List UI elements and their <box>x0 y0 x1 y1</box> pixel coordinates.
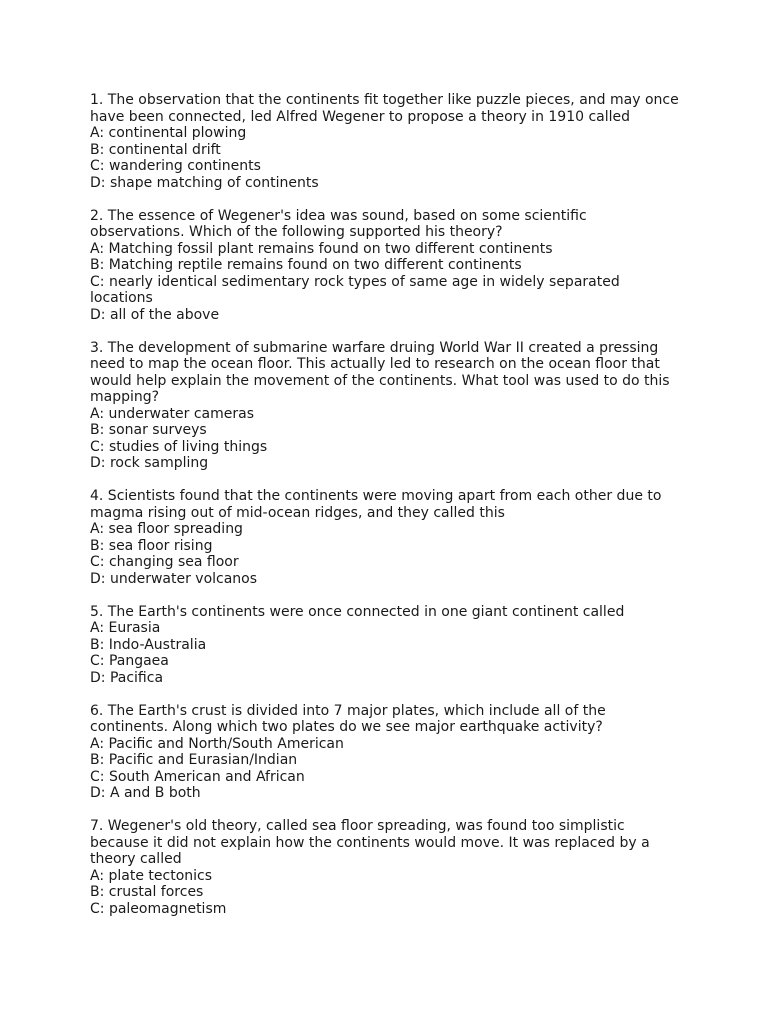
answer-option: C: studies of living things <box>90 438 268 455</box>
answer-option: D: Pacifica <box>90 669 164 686</box>
question-text-line: because it did not explain how the continents would move. It was replaced by a <box>90 834 650 851</box>
question-3 <box>90 340 690 472</box>
answer-option: B: sea floor rising <box>90 537 213 554</box>
question-text-line: 6. The Earth's crust is divided into 7 major plates, which include all of the <box>90 702 606 719</box>
question-text-line: would help explain the movement of the continents. What tool was used to do this <box>90 372 670 389</box>
answer-option: C: wandering continents <box>90 158 261 174</box>
question-text-line: 1. The observation that the continents fit together like puzzle pieces, and may once <box>90 92 679 108</box>
answer-option: A: sea floor spreading <box>90 521 243 537</box>
answer-option: D: shape matching of continents <box>90 174 319 191</box>
answer-option: A: continental plowing <box>90 125 247 141</box>
question-text-line: theory called <box>90 851 182 867</box>
question-text-line: 3. The development of submarine warfare druing World War II created a pressing <box>90 339 659 356</box>
answer-option: C: nearly identical sedimentary rock types of same age in widely separated <box>90 273 620 290</box>
question-text-line: 2. The essence of Wegener's idea was sound, based on some scientific <box>90 207 587 224</box>
question-text-line: 7. Wegener's old theory, called sea floor spreading, was found too simplistic <box>90 818 625 834</box>
answer-option: B: sonar surveys <box>90 422 207 438</box>
answer-option: C: South American and African <box>90 768 305 785</box>
answer-option: B: continental drift <box>90 141 221 158</box>
answer-option: B: Matching reptile remains found on two different continents <box>90 257 522 273</box>
answer-option: A: Pacific and North/South American <box>90 735 344 752</box>
question-2 <box>90 208 690 324</box>
answer-option: D: rock sampling <box>90 455 209 471</box>
question-7 <box>90 818 690 917</box>
answer-option: D: all of the above <box>90 306 220 323</box>
question-5 <box>90 604 690 687</box>
answer-option: B: Indo-Australia <box>90 636 207 653</box>
question-4 <box>90 488 690 587</box>
question-text-line: magma rising out of mid-ocean ridges, and they called this <box>90 504 505 521</box>
answer-option: C: paleomagnetism <box>90 900 227 917</box>
answer-option: A: underwater cameras <box>90 405 254 422</box>
answer-option: B: crustal forces <box>90 884 204 900</box>
answer-option: A: Matching fossil plant remains found on two different continents <box>90 240 553 257</box>
answer-option: B: Pacific and Eurasian/Indian <box>90 752 298 768</box>
answer-option: D: underwater volcanos <box>90 570 258 587</box>
question-6 <box>90 703 690 802</box>
question-text-line: observations. Which of the following supported his theory? <box>90 224 503 240</box>
answer-option: A: Eurasia <box>90 620 161 636</box>
question-text-line: have been connected, led Alfred Wegener to propose a theory in 1910 called <box>90 108 631 125</box>
answer-option: C: changing sea floor <box>90 554 239 570</box>
answer-option: D: A and B both <box>90 785 201 801</box>
question-text-line: mapping? <box>90 389 160 405</box>
question-text-line: 5. The Earth's continents were once connected in one giant continent called <box>90 603 625 620</box>
question-1 <box>90 92 690 191</box>
document-page <box>90 92 690 934</box>
answer-option: A: plate tectonics <box>90 867 213 884</box>
question-text-line: 4. Scientists found that the continents were moving apart from each other due to <box>90 488 662 504</box>
answer-option: C: Pangaea <box>90 653 169 669</box>
question-text-line: continents. Along which two plates do we see major earthquake activity? <box>90 719 603 735</box>
answer-option-continuation: locations <box>90 290 153 306</box>
question-text-line: need to map the ocean floor. This actually led to research on the ocean floor that <box>90 356 660 372</box>
